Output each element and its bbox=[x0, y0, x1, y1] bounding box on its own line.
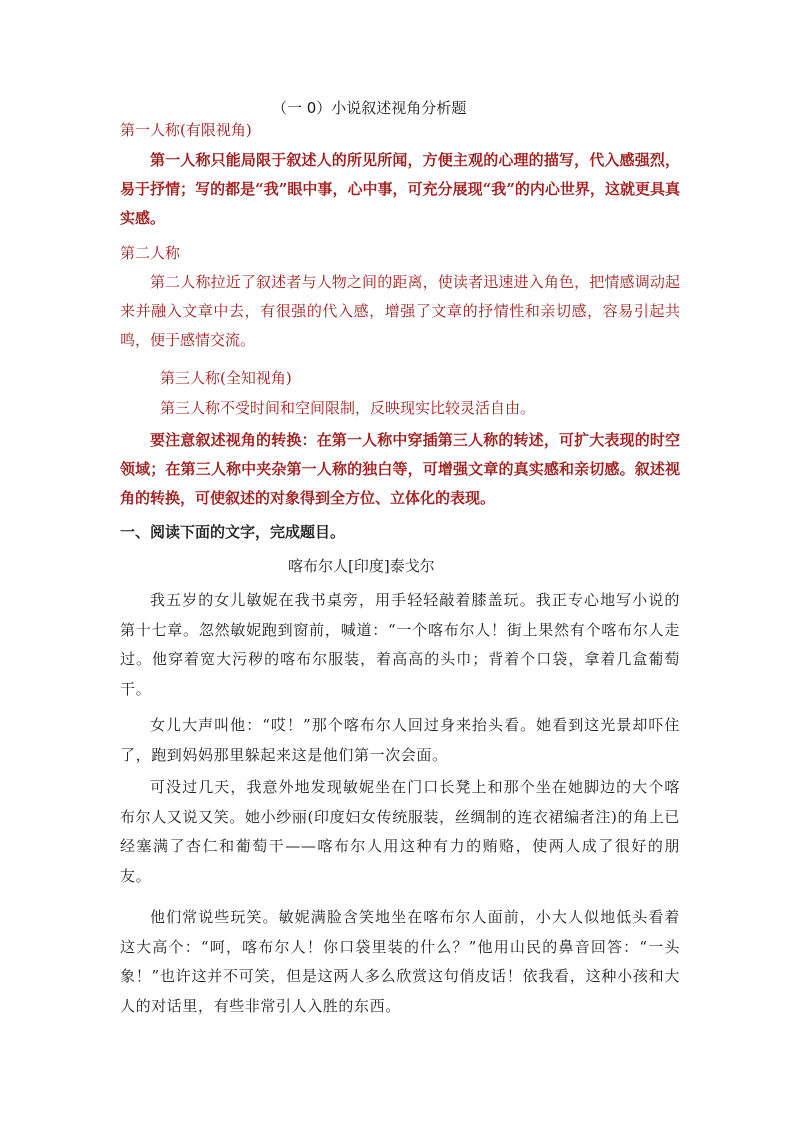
story-title: 喀布尔人[印度]泰戈尔 bbox=[288, 557, 435, 575]
story-paragraph: 我五岁的女儿敏妮在我书桌旁，用手轻轻敲着膝盖玩。我正专心地写小说的第十七章。忽然敏妮跑到窗前，喊道：“一个喀布尔人！街上果然有个喀布尔人走过。他穿着宽大污秽的喀布尔服装，着高高的头巾；背着个口袋，拿着几盒葡萄干。 bbox=[120, 591, 680, 698]
viewpoint-shift-note: 要注意叙述视角的转换：在第一人称中穿插第三人称的转述，可扩大表现的时空领域；在第三人称中夹杂第一人称的独白等，可增强文章的真实感和亲切感。叙述视角的转换，可使叙述的对象得到全方位、立体化的表现。 bbox=[120, 431, 680, 507]
question-instruction: 一、阅读下面的文字，完成题目。 bbox=[120, 523, 346, 541]
first-person-text: 第一人称只能局限于叙述人的所见所闻，方便主观的心理的描写，代入感强烈，易于抒情；写的都是“我”眼中事，心中事，可充分展现“我”的内心世界，这就更具真实感。 bbox=[120, 151, 680, 227]
third-person-label: 第三人称(全知视角) bbox=[160, 369, 292, 387]
second-person-label: 第二人称 bbox=[120, 244, 181, 262]
story-paragraph: 他们常说些玩笑。敏妮满脸含笑地坐在喀布尔人面前，小大人似地低头看着这大高个：“呵，喀布尔人！你口袋里装的什么？”他用山民的鼻音回答：“一头象！”也许这并不可笑，但是这两人多么欣赏这句俏皮话！依我看，这种小孩和大人的对话里，有些非常引人入胜的东西。 bbox=[120, 908, 680, 1015]
story-paragraph: 女儿大声叫他：“哎！”那个喀布尔人回过身来抬头看。她看到这光景却吓住了，跑到妈妈那里躲起来这是他们第一次会面。 bbox=[120, 716, 680, 764]
section-heading: （一 0）小说叙述视角分析题 bbox=[272, 99, 467, 117]
story-paragraph: 可没过几天，我意外地发现敏妮坐在门口长凳上和那个坐在她脚边的大个喀布尔人又说又笑。她小纱丽(印度妇女传统服装，丝绸制的连衣裙编者注)的角上已经塞满了杏仁和葡萄干——喀布尔人用这种有力的贿赂，使两人成了很好的朋友。 bbox=[120, 778, 680, 885]
third-person-text: 第三人称不受时间和空间限制，反映现实比较灵活自由。 bbox=[160, 399, 536, 417]
second-person-text: 第二人称拉近了叙述者与人物之间的距离，使读者迅速进入角色，把情感调动起来并融入文章中去，有很强的代入感，增强了文章的抒情性和亲切感，容易引起共鸣，便于感情交流。 bbox=[120, 273, 680, 349]
first-person-label: 第一人称(有限视角) bbox=[120, 121, 252, 139]
